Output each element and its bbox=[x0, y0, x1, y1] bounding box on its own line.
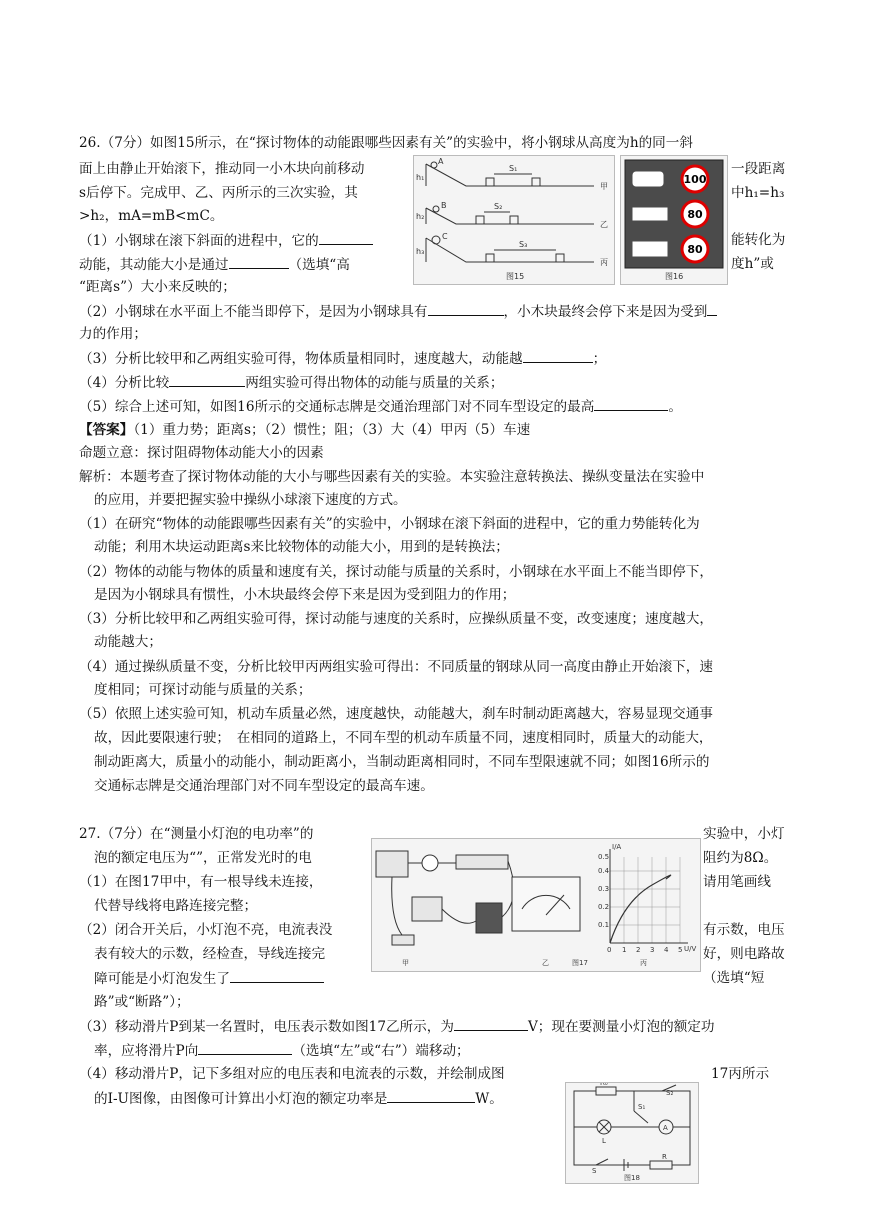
q26-line-1: 26.（7分）如图15所示，在“探讨物体的动能跟哪些因素有关”的实验中，将小钢球从高度为h的同一斜 bbox=[79, 135, 693, 151]
q26-line-3b: 中h₁=h₃ bbox=[731, 185, 785, 201]
ammeter-icon bbox=[376, 851, 408, 877]
q27-line-2a: 泡的额定电压为“”，正常发光时的电 bbox=[94, 850, 312, 866]
figure-17 bbox=[371, 838, 701, 972]
analysis-9: （4）通过操纵质量不变，分析比较甲丙两组实验可得出：不同质量的钢球从同一高度由静止开始滚下，速 bbox=[79, 659, 713, 675]
q26-line-5: （1）小钢球在滚下斜面的进程中，它的 bbox=[79, 230, 373, 251]
label-h1: h₁ bbox=[416, 173, 425, 182]
q26-line-10: （3）分析比较甲和乙两组实验可得，物体质量相同时，速度越大，动能越 ； bbox=[79, 348, 606, 369]
analysis-13: 制动距离大，质量小的动能小，制动距离小，当制动距离相同时，不同车型限速就不同；如图16所示的 bbox=[94, 754, 710, 770]
bus-icon bbox=[633, 208, 667, 220]
fig18-label-a: A bbox=[663, 1124, 668, 1132]
fig18-label-s2: S₂ bbox=[666, 1089, 674, 1097]
q26-line-4: >h₂，mA=mB<mC。 bbox=[79, 208, 224, 224]
analysis-5: （2）物体的动能与物体的质量和速度有关，探讨动能与质量的关系时，小钢球在水平面上不能当即停下， bbox=[79, 564, 713, 580]
fig17-label-bing: 丙 bbox=[640, 959, 647, 967]
analysis-6: 是因为小钢球具有惯性，小木块最终会停下来是因为受到阻力的作用； bbox=[94, 587, 516, 603]
q27-line-12: 的I-U图像，由图像可计算出小灯泡的额定功率是 W。 bbox=[94, 1088, 503, 1109]
q27-line-3b: 请用笔画线 bbox=[703, 874, 771, 890]
bulb-icon bbox=[422, 855, 438, 871]
graph-ytick-0.5: 0.5 bbox=[598, 853, 610, 861]
q27-line-3a: （1）在图17甲中，有一根导线未连接， bbox=[79, 874, 323, 890]
voltmeter-icon bbox=[412, 897, 442, 921]
q26-line-7: “距离s”）大小来反映的； bbox=[79, 279, 236, 295]
q27-line-6a: 表有较大的示数，经检查，导线连接完 bbox=[94, 946, 326, 962]
analysis-11: （5）依照上述实验可知，机动车质量必然，速度越快，动能越大，刹车时制动距离越大，容易显现交通事 bbox=[79, 706, 713, 722]
blank-inertia[interactable] bbox=[428, 301, 504, 316]
label-s3: S₃ bbox=[519, 240, 528, 249]
analysis-8: 动能越大； bbox=[94, 634, 162, 650]
analysis-2: 的应用，并要把握实验中操纵小球滚下速度的方式。 bbox=[94, 492, 407, 508]
q27-line-1a: 27.（7分）在“测量小灯泡的电功率”的 bbox=[79, 826, 314, 842]
blank-speed[interactable] bbox=[594, 396, 668, 411]
blank-kinetic[interactable] bbox=[523, 348, 593, 363]
blank-fault[interactable] bbox=[230, 968, 324, 983]
q27-line-5b: 有示数，电压 bbox=[703, 922, 785, 938]
figure-15-caption: 图15 bbox=[506, 272, 525, 281]
label-c: C bbox=[442, 232, 448, 241]
switch-icon bbox=[392, 935, 414, 945]
answer-line: 【答案】（1）重力势；距离s；（2）惯性；阻；（3）大（4）甲丙（5）车速 bbox=[79, 422, 531, 438]
graph-xtick-5: 5 bbox=[678, 946, 683, 954]
fig18-label-r: R bbox=[662, 1153, 667, 1161]
q27-line-1b: 实验中，小灯 bbox=[703, 826, 785, 842]
switch-s-icon bbox=[596, 1159, 608, 1165]
analysis-3: （1）在研究“物体的动能跟哪些因素有关”的实验中，小钢球在滚下斜面的进程中，它的重力势能转化为 bbox=[79, 516, 700, 532]
graph-x-axis-label: U/V bbox=[684, 945, 697, 953]
resistor-r0-icon bbox=[596, 1087, 616, 1095]
rheostat-r-icon bbox=[650, 1161, 672, 1169]
graph-xtick-0: 0 bbox=[607, 946, 612, 954]
q27-line-7: 障可能是小灯泡发生了 bbox=[94, 968, 324, 989]
graph-xtick-2: 2 bbox=[636, 946, 641, 954]
analysis-4: 动能；利用木块运动距离s来比较物体的动能大小，用到的是转换法； bbox=[94, 539, 509, 555]
q27-line-7b: （选填“短 bbox=[703, 970, 765, 986]
sign-speed-2: 80 bbox=[687, 208, 703, 221]
graph-xtick-3: 3 bbox=[650, 946, 655, 954]
figure-17-caption: 图17 bbox=[572, 959, 588, 967]
graph-y-axis-label: I/A bbox=[612, 843, 622, 851]
blank-direction[interactable] bbox=[198, 1040, 292, 1055]
q26-line-2b: 一段距离 bbox=[731, 161, 786, 177]
graph-xtick-1: 1 bbox=[622, 946, 627, 954]
q27-line-5a: （2）闭合开关后，小灯泡不亮，电流表没 bbox=[79, 922, 333, 938]
analysis-10: 度相同；可探讨动能与质量的关系； bbox=[94, 682, 312, 698]
sign-speed-1: 100 bbox=[683, 173, 707, 186]
q26-line-11: （4）分析比较 两组实验可得出物体的动能与质量的关系； bbox=[79, 372, 504, 393]
fig18-label-s1: S₁ bbox=[638, 1103, 646, 1111]
truck-icon bbox=[633, 242, 667, 256]
blank-groups[interactable] bbox=[169, 372, 245, 387]
label-yi: 乙 bbox=[600, 220, 608, 229]
q27-line-4: 代替导线将电路连接完整； bbox=[94, 898, 258, 914]
blank-voltage[interactable] bbox=[454, 1016, 528, 1031]
label-a: A bbox=[438, 157, 444, 166]
fig18-label-s: S bbox=[592, 1167, 597, 1175]
q26-line-9: 力的作用； bbox=[79, 326, 147, 342]
figure-15 bbox=[413, 155, 615, 285]
q27-line-6b: 好，则电路故 bbox=[703, 946, 785, 962]
rheostat-icon bbox=[456, 855, 508, 869]
fig18-label-r0: R₀ bbox=[600, 1083, 608, 1087]
blank-power[interactable] bbox=[387, 1088, 475, 1103]
figure-18 bbox=[565, 1082, 699, 1184]
q26-line-5b: 能转化为 bbox=[731, 232, 786, 248]
graph-ytick-0.3: 0.3 bbox=[598, 885, 610, 893]
q26-line-3a: s后停下。完成甲、乙、丙所示的三次实验，其 bbox=[79, 185, 358, 201]
blank-force[interactable] bbox=[707, 301, 717, 316]
blank-measure[interactable] bbox=[229, 254, 289, 269]
figure-18-caption: 图18 bbox=[624, 1174, 640, 1182]
label-h2: h₂ bbox=[416, 212, 425, 221]
graph-xtick-4: 4 bbox=[664, 946, 669, 954]
label-jia: 甲 bbox=[600, 182, 608, 191]
q27-line-11b: 17丙所示 bbox=[711, 1066, 770, 1082]
q27-line-11a: （4）移动滑片P，记下多组对应的电压表和电流表的示数，并绘制成图 bbox=[79, 1066, 505, 1082]
car-icon bbox=[633, 172, 663, 186]
q27-line-8: 路”或“断路”）； bbox=[94, 994, 190, 1010]
q26-line-8: （2）小钢球在水平面上不能当即停下，是因为小钢球具有 ，小木块最终会停下来是因为受到 bbox=[79, 301, 717, 322]
graph-ytick-0.2: 0.2 bbox=[598, 903, 610, 911]
figure-16 bbox=[620, 155, 728, 285]
blank-energy-type[interactable] bbox=[319, 230, 373, 245]
intent-line: 命题立意：探讨阻碍物体动能大小的因素 bbox=[79, 445, 324, 461]
label-s1: S₁ bbox=[509, 164, 518, 173]
iu-curve bbox=[610, 875, 671, 943]
q26-line-6: 动能，其动能大小是通过 （选填“高 bbox=[79, 254, 350, 275]
label-s2: S₂ bbox=[494, 202, 503, 211]
fig17-label-jia: 甲 bbox=[402, 959, 409, 967]
label-bing: 丙 bbox=[600, 258, 608, 267]
graph-ytick-0.1: 0.1 bbox=[598, 921, 610, 929]
q27-line-10: 率，应将滑片P向 （选填“左”或“右”）端移动； bbox=[94, 1040, 470, 1061]
analysis-14: 交通标志牌是交通治理部门对不同车型设定的最高车速。 bbox=[94, 778, 434, 794]
analysis-7: （3）分析比较甲和乙两组实验可得，探讨动能与速度的关系时，应操纵质量不变，改变速度；速度越大， bbox=[79, 611, 713, 627]
battery-icon bbox=[476, 903, 502, 933]
graph-ytick-0.4: 0.4 bbox=[598, 867, 610, 875]
q26-line-6c: 度h”或 bbox=[731, 256, 774, 272]
fig17-label-yi: 乙 bbox=[542, 959, 549, 967]
sign-speed-3: 80 bbox=[687, 243, 703, 256]
analysis-1: 解析：本题考查了探讨物体动能的大小与哪些因素有关的实验。本实验注意转换法、操纵变量法在实验中 bbox=[79, 469, 705, 485]
label-h3: h₃ bbox=[416, 247, 425, 256]
q26-line-12: （5）综合上述可知，如图16所示的交通标志牌是交通治理部门对不同车型设定的最高 。 bbox=[79, 396, 682, 417]
label-b: B bbox=[441, 201, 447, 210]
switch-s1-icon bbox=[634, 1111, 648, 1123]
analysis-12: 故，因此要限速行驶； 在相同的道路上，不同车型的机动车质量不同，速度相同时，质量大的动能大， bbox=[94, 730, 713, 746]
q26-line-2a: 面上由静止开始滚下，推动同一小木块向前移动 bbox=[79, 161, 365, 177]
q27-line-9: （3）移动滑片P到某一名置时，电压表示数如图17乙所示，为 V；现在要测量小灯泡的额定功 bbox=[79, 1016, 714, 1037]
figure-16-caption: 图16 bbox=[665, 272, 684, 281]
q27-line-2b: 阻约为8Ω。 bbox=[703, 850, 778, 866]
fig18-label-l: L bbox=[602, 1137, 606, 1145]
